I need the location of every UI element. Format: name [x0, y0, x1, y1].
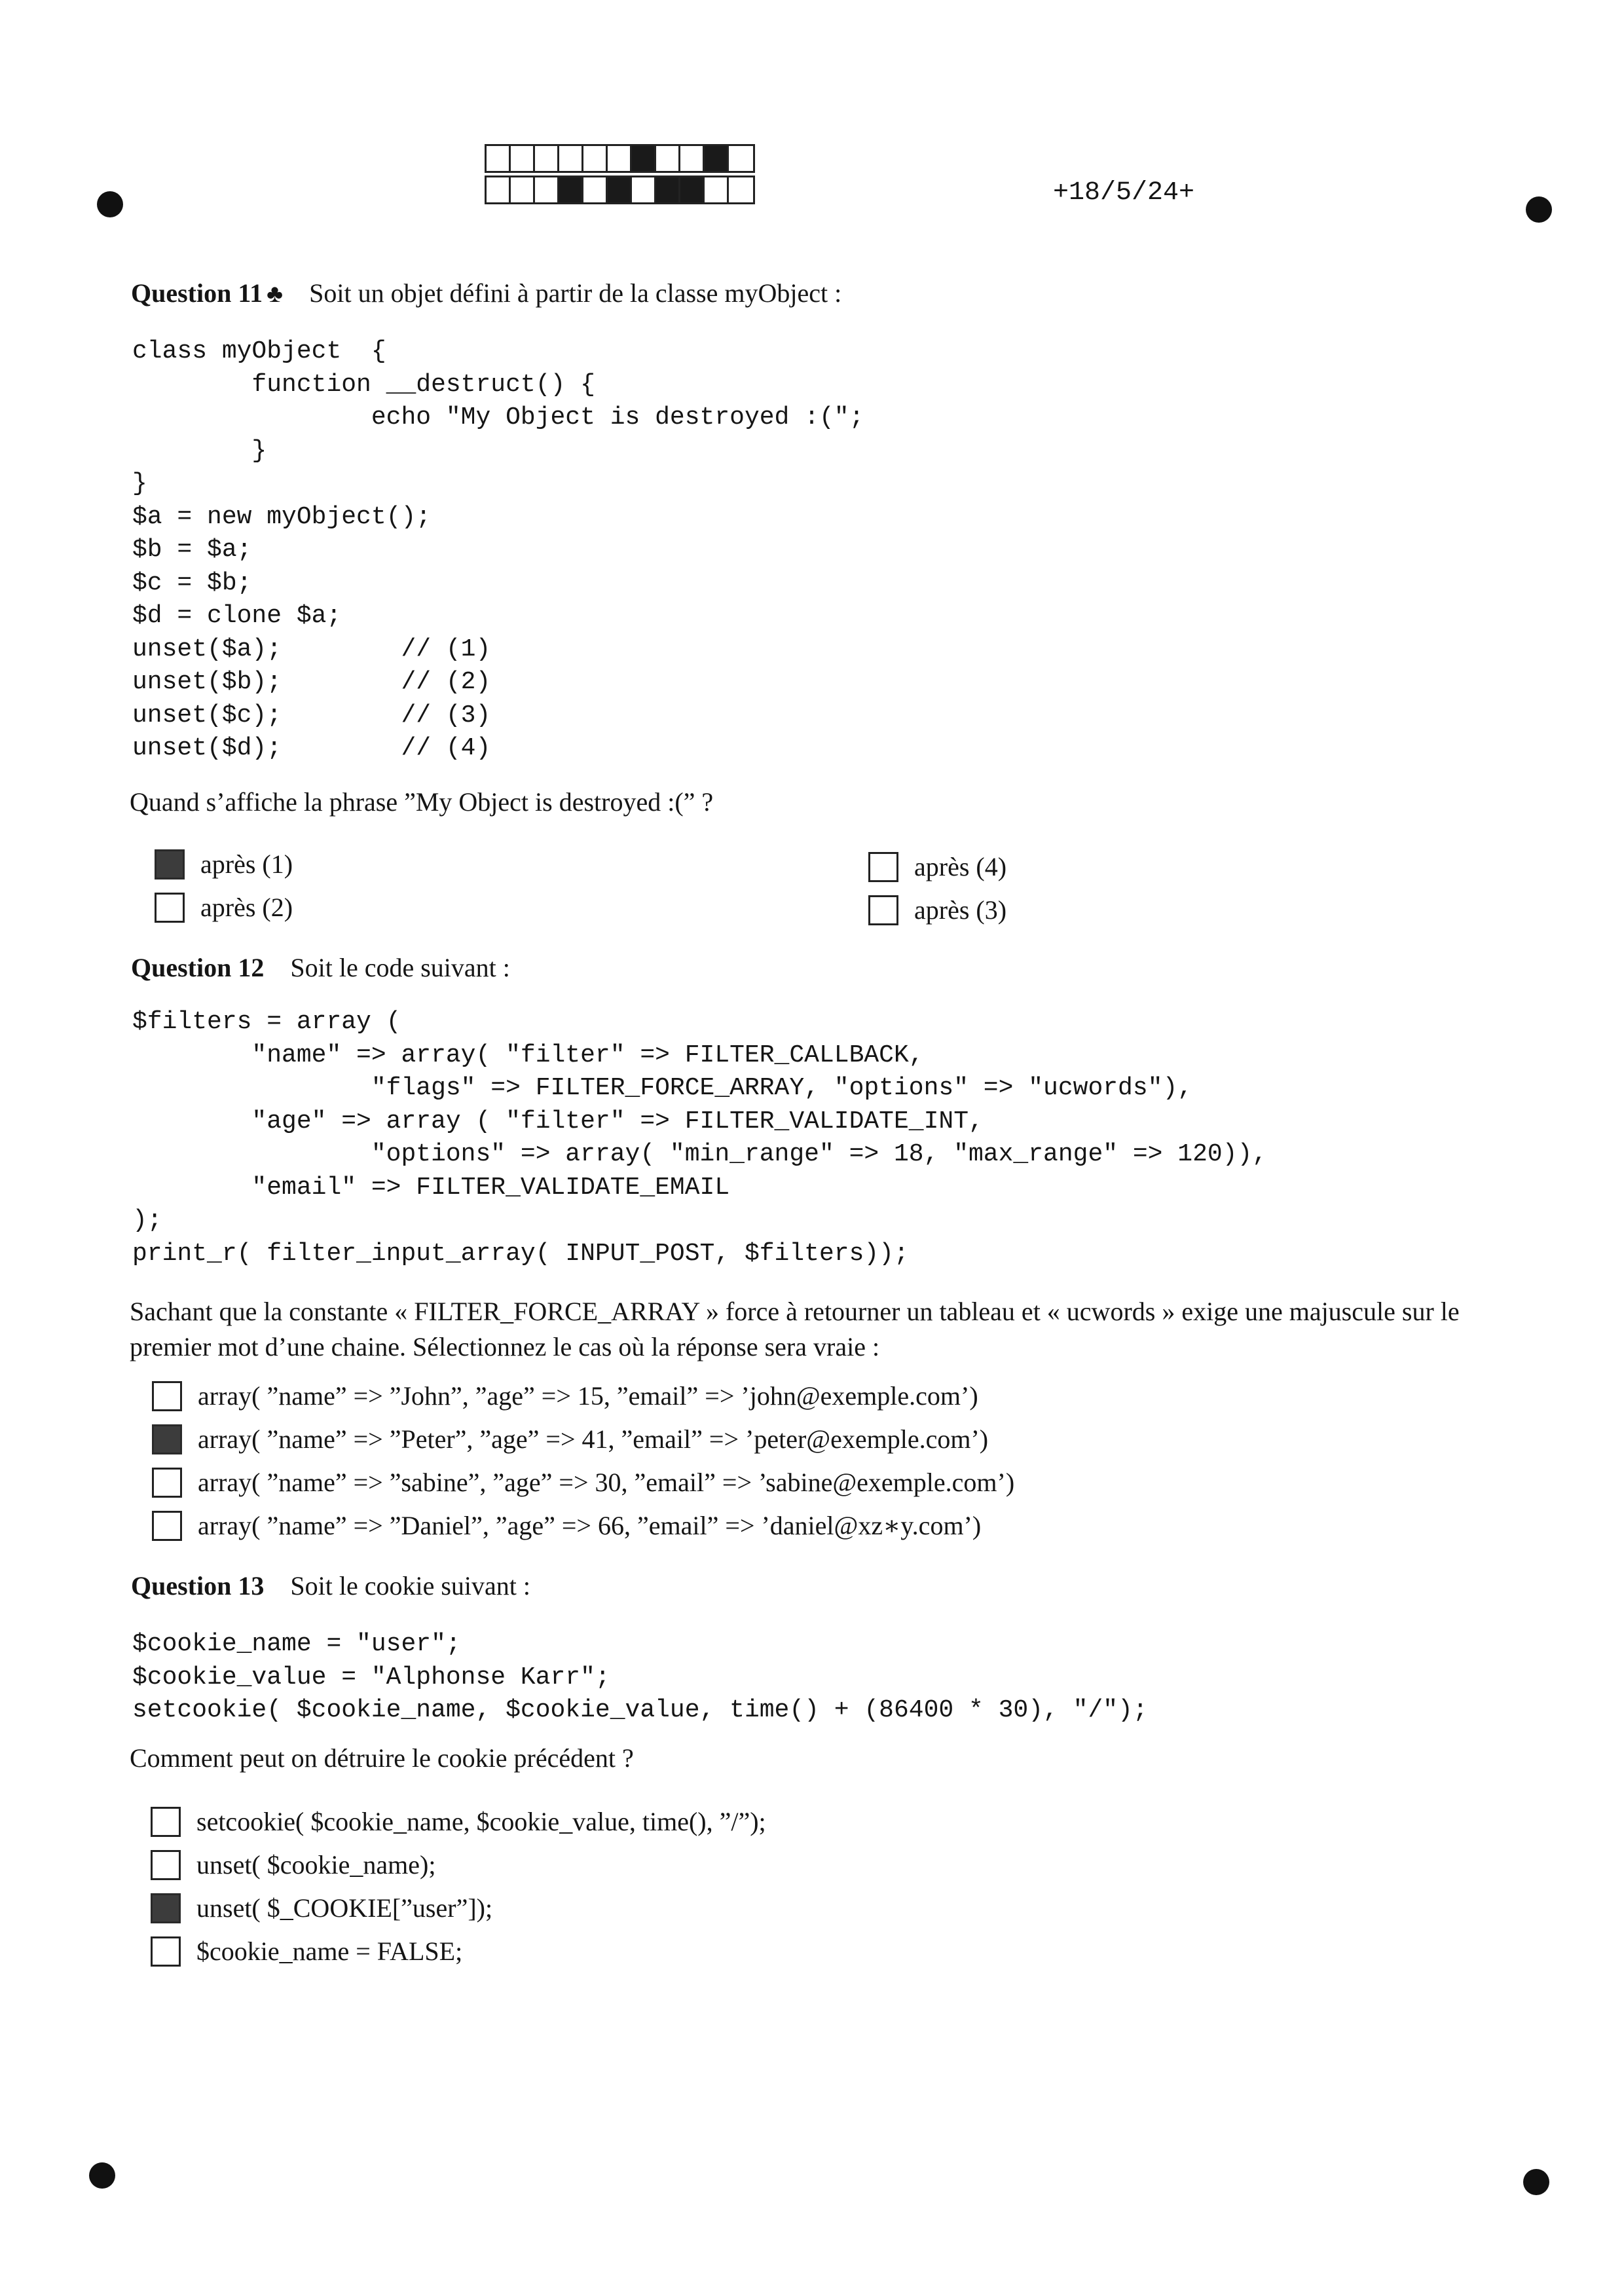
code-cell — [535, 146, 559, 171]
code-cell — [705, 146, 729, 171]
choice-label: unset( $_COOKIE[”user”]); — [196, 1893, 493, 1923]
code-cell — [559, 177, 583, 202]
q12-choice-3[interactable] — [152, 1467, 1014, 1498]
question-12-question: Sachant que la constante « FILTER_FORCE_ARRAY » force à retourner un tableau et « ucwords » exige une majuscule sur le premier mot d’une chaine. Sélectionnez le cas où la réponse sera vraie : — [130, 1297, 1460, 1361]
choice-label: array( ”name” => ”Peter”, ”age” => 41, ”email” => ’peter@exemple.com’) — [198, 1424, 989, 1454]
code-cell — [729, 146, 753, 171]
code-cell — [583, 146, 608, 171]
q12-choice-1[interactable] — [152, 1380, 978, 1411]
question-12-code: $filters = array ( "name" => array( "filter" => FILTER_CALLBACK, "flags" => FILTER_FORCE_ARRAY, "options" => "ucwords"), "age" => array ( "filter" => FILTER_VALIDATE_INT, "options" => array( "min_range" => 18, "max_range" => 120)), "email" => FILTER_VALIDATE_EMAIL ); print_r( filter_input_array( INPUT_POST, $filters)); — [132, 1008, 1268, 1268]
corner-mark-bottom-left — [89, 2162, 115, 2189]
q13-choice-1[interactable] — [151, 1806, 766, 1837]
code-cell — [632, 146, 656, 171]
q13-choice-3[interactable] — [151, 1893, 492, 1923]
question-11-header — [131, 278, 841, 308]
choice-label: setcookie( $cookie_name, $cookie_value, time(), ”/”); — [196, 1807, 766, 1836]
code-cell — [729, 177, 753, 202]
checkbox[interactable] — [151, 1807, 181, 1837]
question-13-question: Comment peut on détruire le cookie précédent ? — [130, 1743, 634, 1773]
code-cell — [656, 177, 680, 202]
code-cell — [487, 177, 511, 202]
checkbox[interactable] — [868, 852, 898, 882]
code-cell — [680, 177, 705, 202]
code-cell — [705, 177, 729, 202]
question-13-code: $cookie_name = "user"; $cookie_value = "Alphonse Karr"; setcookie( $cookie_name, $cookie_value, time() + (86400 * 30), "/"); — [132, 1630, 1148, 1724]
question-13-prompt: Soit le cookie suivant : — [290, 1571, 530, 1601]
choice-label: après (3) — [914, 895, 1007, 925]
q13-choice-2[interactable] — [151, 1849, 435, 1880]
code-cell — [511, 177, 535, 202]
checkbox[interactable] — [151, 1936, 181, 1967]
checkbox[interactable] — [151, 1850, 181, 1880]
choice-label: array( ”name” => ”John”, ”age” => 15, ”email” => ’john@exemple.com’) — [198, 1381, 978, 1411]
question-12-header — [131, 952, 510, 983]
code-cell — [656, 146, 680, 171]
question-13-header — [131, 1570, 530, 1601]
code-cell — [608, 177, 632, 202]
question-11-question: Quand s’affiche la phrase ”My Object is destroyed :(” ? — [130, 787, 714, 817]
id-code-grid-bottom — [485, 176, 755, 204]
corner-mark-top-left — [97, 191, 123, 217]
code-cell — [680, 146, 705, 171]
choice-label: après (4) — [914, 852, 1007, 881]
question-11-code: class myObject { function __destruct() { echo "My Object is destroyed :("; } } $a = new myObject(); $b = $a; $c = $b; $d = clone $a; unset($a); // (1) unset($b); // (2) unset($c); // (3) unset($d); // (4) — [132, 337, 864, 762]
code-cell — [511, 146, 535, 171]
checkbox[interactable] — [152, 1468, 182, 1498]
choice-label: array( ”name” => ”Daniel”, ”age” => 66, ”email” => ’daniel@xz∗y.com’) — [198, 1511, 982, 1540]
question-12-prompt: Soit le code suivant : — [290, 953, 510, 982]
checkbox[interactable] — [868, 895, 898, 925]
id-code-grid-top — [485, 144, 755, 173]
choice-label: unset( $cookie_name); — [196, 1850, 436, 1879]
choice-label: $cookie_name = FALSE; — [196, 1936, 463, 1966]
q13-choice-4[interactable] — [151, 1936, 462, 1967]
checkbox[interactable] — [152, 1381, 182, 1411]
code-cell — [632, 177, 656, 202]
q11-choice-4[interactable] — [868, 851, 1006, 882]
q11-choice-2[interactable] — [155, 892, 293, 923]
checkbox[interactable] — [155, 893, 185, 923]
corner-mark-bottom-right — [1523, 2169, 1549, 2195]
code-cell — [608, 146, 632, 171]
checkbox[interactable] — [152, 1511, 182, 1541]
q11-choice-1[interactable] — [155, 849, 293, 880]
code-cell — [535, 177, 559, 202]
question-12-label: Question 12 — [131, 953, 265, 982]
question-11-label: Question 11 — [131, 278, 263, 308]
page-id: +18/5/24+ — [1053, 178, 1195, 208]
question-13-label: Question 13 — [131, 1571, 265, 1601]
code-cell — [559, 146, 583, 171]
code-cell — [487, 146, 511, 171]
choice-label: après (1) — [200, 849, 293, 879]
checkbox[interactable] — [151, 1893, 181, 1923]
choice-label: après (2) — [200, 893, 293, 922]
q12-choice-4[interactable] — [152, 1510, 981, 1541]
q11-choice-3[interactable] — [868, 895, 1006, 925]
question-11-prompt: Soit un objet défini à partir de la classe myObject : — [309, 278, 842, 308]
choice-label: array( ”name” => ”sabine”, ”age” => 30, ”email” => ’sabine@exemple.com’) — [198, 1468, 1015, 1497]
q12-choice-2[interactable] — [152, 1424, 988, 1454]
checkbox[interactable] — [152, 1424, 182, 1454]
code-cell — [583, 177, 608, 202]
club-icon: ♣ — [267, 280, 284, 308]
checkbox[interactable] — [155, 849, 185, 880]
corner-mark-top-right — [1526, 196, 1552, 223]
